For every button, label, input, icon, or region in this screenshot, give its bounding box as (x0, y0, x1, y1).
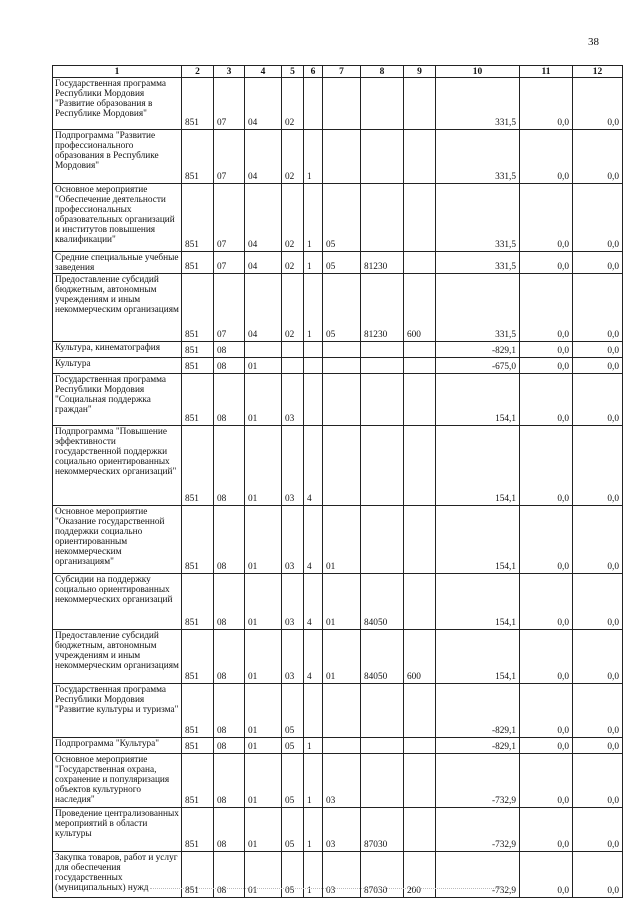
row-cell-c4: 01 (245, 374, 282, 426)
row-cell-c8 (361, 738, 404, 754)
row-cell-c10: 331,5 (436, 274, 520, 342)
row-cell-c5 (282, 358, 304, 374)
row-cell-c2: 851 (182, 630, 214, 684)
row-cell-c11: 0,0 (520, 630, 573, 684)
row-cell-c5 (282, 342, 304, 358)
row-cell-c3: 08 (214, 754, 245, 808)
row-name-cell: Средние специальные учебные заведения (53, 252, 182, 274)
row-cell-c4: 01 (245, 754, 282, 808)
header-cell: 9 (404, 66, 436, 78)
row-cell-c3: 08 (214, 684, 245, 738)
row-cell-c7 (323, 738, 361, 754)
row-cell-c6 (304, 374, 323, 426)
row-cell-c7 (323, 130, 361, 184)
row-cell-c11: 0,0 (520, 506, 573, 574)
row-name-cell: Подпрограмма "Развитие профессионального образования в Республике Мордовия" (53, 130, 182, 184)
row-cell-c10: -732,9 (436, 754, 520, 808)
row-cell-c4: 01 (245, 738, 282, 754)
table-row (53, 684, 623, 738)
row-cell-c10: 154,1 (436, 574, 520, 630)
row-cell-c2: 851 (182, 274, 214, 342)
row-cell-c5: 03 (282, 506, 304, 574)
row-cell-c6: 1 (304, 184, 323, 252)
row-cell-c2: 851 (182, 374, 214, 426)
row-name-cell: Государственная программа Республики Мордовия "Развитие образования в Республике Мордовия" (53, 78, 182, 130)
row-cell-c12: 0,0 (573, 808, 623, 852)
row-cell-c12: 0,0 (573, 684, 623, 738)
row-cell-c9 (404, 252, 436, 274)
table-row (53, 358, 623, 374)
row-cell-c9 (404, 130, 436, 184)
header-row (53, 66, 623, 78)
row-cell-c12: 0,0 (573, 738, 623, 754)
row-cell-c8 (361, 184, 404, 252)
row-cell-c8 (361, 426, 404, 506)
row-cell-c12: 0,0 (573, 252, 623, 274)
row-cell-c3: 08 (214, 358, 245, 374)
row-cell-c3: 08 (214, 738, 245, 754)
row-name-cell: Закупка товаров, работ и услуг для обеспечения государственных (муниципальных) нужд (53, 852, 182, 898)
row-cell-c12: 0,0 (573, 574, 623, 630)
row-cell-c8 (361, 374, 404, 426)
row-cell-c4: 01 (245, 426, 282, 506)
row-cell-c4: 01 (245, 808, 282, 852)
row-cell-c9 (404, 808, 436, 852)
row-cell-c9 (404, 184, 436, 252)
row-cell-c8: 84050 (361, 630, 404, 684)
row-name-cell: Культура (53, 358, 182, 374)
row-cell-c2: 851 (182, 852, 214, 898)
row-cell-c5: 05 (282, 738, 304, 754)
row-cell-c8: 87030 (361, 852, 404, 898)
row-cell-c4: 01 (245, 630, 282, 684)
row-cell-c4: 04 (245, 184, 282, 252)
row-cell-c3: 08 (214, 426, 245, 506)
row-cell-c9 (404, 358, 436, 374)
row-cell-c6: 1 (304, 808, 323, 852)
table-row (53, 852, 623, 898)
table-row (53, 342, 623, 358)
row-name-cell: Предоставление субсидий бюджетным, автономным учреждениям и иным некоммерческим организациям (53, 630, 182, 684)
header-cell: 6 (304, 66, 323, 78)
row-cell-c4: 04 (245, 130, 282, 184)
row-cell-c3: 07 (214, 252, 245, 274)
row-cell-c4 (245, 342, 282, 358)
row-cell-c10: 154,1 (436, 506, 520, 574)
row-cell-c6: 1 (304, 738, 323, 754)
row-cell-c12: 0,0 (573, 78, 623, 130)
scan-artifact-line (150, 888, 510, 889)
row-cell-c7: 05 (323, 274, 361, 342)
header-cell: 10 (436, 66, 520, 78)
row-cell-c10: 154,1 (436, 374, 520, 426)
row-cell-c10: 331,5 (436, 78, 520, 130)
row-cell-c5: 02 (282, 252, 304, 274)
row-cell-c10: 154,1 (436, 426, 520, 506)
row-cell-c9 (404, 574, 436, 630)
row-cell-c8 (361, 506, 404, 574)
row-cell-c6 (304, 78, 323, 130)
row-cell-c11: 0,0 (520, 130, 573, 184)
row-name-cell: Основное мероприятие "Обеспечение деятельности профессиональных образовательных организаций и институтов повышения квалификации" (53, 184, 182, 252)
row-cell-c3: 08 (214, 808, 245, 852)
row-name-cell: Основное мероприятие "Государственная охрана, сохранение и популяризация объектов культурного наследия" (53, 754, 182, 808)
row-cell-c12: 0,0 (573, 130, 623, 184)
row-cell-c9 (404, 78, 436, 130)
row-cell-c6: 1 (304, 252, 323, 274)
row-cell-c4: 01 (245, 574, 282, 630)
row-cell-c7 (323, 78, 361, 130)
row-name-cell: Подпрограмма "Повышение эффективности государственной поддержки социально ориентированных некоммерческих организаций" (53, 426, 182, 506)
row-cell-c11: 0,0 (520, 184, 573, 252)
table-row (53, 630, 623, 684)
budget-table (52, 65, 623, 898)
row-cell-c5: 03 (282, 426, 304, 506)
row-cell-c6: 4 (304, 574, 323, 630)
row-cell-c12: 0,0 (573, 374, 623, 426)
header-cell: 11 (520, 66, 573, 78)
table-row (53, 252, 623, 274)
header-cell: 1 (53, 66, 182, 78)
row-cell-c4: 04 (245, 274, 282, 342)
row-cell-c7 (323, 358, 361, 374)
table-row (53, 274, 623, 342)
row-cell-c10: -732,9 (436, 808, 520, 852)
row-cell-c8 (361, 358, 404, 374)
row-cell-c6: 4 (304, 506, 323, 574)
row-cell-c10: 331,5 (436, 184, 520, 252)
row-cell-c6: 1 (304, 754, 323, 808)
row-cell-c3: 08 (214, 630, 245, 684)
row-cell-c6: 1 (304, 274, 323, 342)
row-name-cell: Культура, кинематография (53, 342, 182, 358)
row-cell-c8 (361, 754, 404, 808)
row-cell-c2: 851 (182, 738, 214, 754)
table-row (53, 738, 623, 754)
row-cell-c9 (404, 738, 436, 754)
row-cell-c10: 154,1 (436, 630, 520, 684)
header-cell: 3 (214, 66, 245, 78)
row-cell-c2: 851 (182, 754, 214, 808)
row-cell-c5: 02 (282, 78, 304, 130)
row-cell-c6 (304, 358, 323, 374)
row-cell-c7: 01 (323, 630, 361, 684)
row-cell-c11: 0,0 (520, 274, 573, 342)
row-cell-c2: 851 (182, 574, 214, 630)
row-cell-c2: 851 (182, 78, 214, 130)
row-cell-c6: 4 (304, 630, 323, 684)
table-row (53, 374, 623, 426)
row-cell-c7: 05 (323, 184, 361, 252)
page-number: 38 (588, 36, 599, 48)
row-cell-c10: -732,9 (436, 852, 520, 898)
row-name-cell: Государственная программа Республики Мордовия "Социальная поддержка граждан" (53, 374, 182, 426)
row-cell-c9 (404, 684, 436, 738)
row-cell-c5: 02 (282, 274, 304, 342)
row-cell-c5: 02 (282, 184, 304, 252)
row-cell-c8 (361, 78, 404, 130)
table-row (53, 426, 623, 506)
row-cell-c6 (304, 342, 323, 358)
row-cell-c7: 03 (323, 808, 361, 852)
row-cell-c8 (361, 342, 404, 358)
row-cell-c4: 01 (245, 852, 282, 898)
header-cell: 2 (182, 66, 214, 78)
row-cell-c7: 01 (323, 506, 361, 574)
row-cell-c12: 0,0 (573, 274, 623, 342)
row-cell-c10: -829,1 (436, 738, 520, 754)
row-cell-c11: 0,0 (520, 358, 573, 374)
row-cell-c8: 81230 (361, 274, 404, 342)
row-cell-c2: 851 (182, 252, 214, 274)
row-cell-c11: 0,0 (520, 754, 573, 808)
row-cell-c12: 0,0 (573, 358, 623, 374)
row-cell-c6: 4 (304, 426, 323, 506)
row-cell-c8: 84050 (361, 574, 404, 630)
row-cell-c5: 02 (282, 130, 304, 184)
row-cell-c9: 600 (404, 630, 436, 684)
row-cell-c11: 0,0 (520, 808, 573, 852)
row-cell-c12: 0,0 (573, 754, 623, 808)
row-cell-c8: 81230 (361, 252, 404, 274)
row-cell-c6: 1 (304, 130, 323, 184)
row-cell-c7 (323, 374, 361, 426)
table-row (53, 574, 623, 630)
row-cell-c2: 851 (182, 506, 214, 574)
row-cell-c10: -675,0 (436, 358, 520, 374)
row-cell-c2: 851 (182, 130, 214, 184)
row-cell-c3: 07 (214, 78, 245, 130)
row-cell-c2: 851 (182, 684, 214, 738)
row-cell-c3: 08 (214, 852, 245, 898)
row-cell-c5: 03 (282, 574, 304, 630)
row-cell-c9 (404, 426, 436, 506)
row-cell-c5: 05 (282, 684, 304, 738)
header-cell: 7 (323, 66, 361, 78)
row-name-cell: Основное мероприятие "Оказание государственной поддержки социально ориентированным некоммерческим организациям" (53, 506, 182, 574)
row-cell-c8 (361, 684, 404, 738)
row-cell-c7: 03 (323, 852, 361, 898)
row-cell-c9 (404, 506, 436, 574)
row-cell-c6 (304, 684, 323, 738)
row-cell-c2: 851 (182, 184, 214, 252)
row-cell-c5: 05 (282, 808, 304, 852)
row-cell-c11: 0,0 (520, 426, 573, 506)
row-name-cell: Предоставление субсидий бюджетным, автономным учреждениям и иным некоммерческим организациям (53, 274, 182, 342)
row-cell-c10: 331,5 (436, 252, 520, 274)
row-name-cell: Подпрограмма "Культура" (53, 738, 182, 754)
row-cell-c3: 08 (214, 374, 245, 426)
row-cell-c10: 331,5 (436, 130, 520, 184)
row-cell-c11: 0,0 (520, 738, 573, 754)
row-cell-c4: 01 (245, 506, 282, 574)
row-cell-c9 (404, 374, 436, 426)
row-cell-c9 (404, 342, 436, 358)
row-cell-c11: 0,0 (520, 852, 573, 898)
row-cell-c2: 851 (182, 358, 214, 374)
row-cell-c12: 0,0 (573, 506, 623, 574)
row-cell-c2: 851 (182, 342, 214, 358)
row-cell-c2: 851 (182, 426, 214, 506)
row-cell-c11: 0,0 (520, 342, 573, 358)
row-cell-c11: 0,0 (520, 684, 573, 738)
row-cell-c5: 03 (282, 374, 304, 426)
row-cell-c11: 0,0 (520, 374, 573, 426)
row-cell-c3: 07 (214, 130, 245, 184)
row-cell-c11: 0,0 (520, 574, 573, 630)
row-cell-c3: 07 (214, 184, 245, 252)
row-cell-c7 (323, 684, 361, 738)
row-cell-c6: 1 (304, 852, 323, 898)
row-cell-c12: 0,0 (573, 342, 623, 358)
row-cell-c3: 08 (214, 342, 245, 358)
row-cell-c7: 05 (323, 252, 361, 274)
row-cell-c8 (361, 130, 404, 184)
row-name-cell: Проведение централизованных мероприятий в области культуры (53, 808, 182, 852)
row-cell-c10: -829,1 (436, 342, 520, 358)
header-cell: 4 (245, 66, 282, 78)
row-cell-c2: 851 (182, 808, 214, 852)
row-cell-c5: 05 (282, 754, 304, 808)
row-cell-c4: 01 (245, 684, 282, 738)
row-cell-c8: 87030 (361, 808, 404, 852)
header-cell: 8 (361, 66, 404, 78)
row-cell-c5: 03 (282, 630, 304, 684)
row-cell-c12: 0,0 (573, 630, 623, 684)
row-cell-c3: 07 (214, 274, 245, 342)
row-cell-c3: 08 (214, 574, 245, 630)
row-cell-c9: 200 (404, 852, 436, 898)
row-cell-c12: 0,0 (573, 852, 623, 898)
row-cell-c12: 0,0 (573, 426, 623, 506)
row-cell-c11: 0,0 (520, 252, 573, 274)
row-cell-c9 (404, 754, 436, 808)
row-cell-c11: 0,0 (520, 78, 573, 130)
row-cell-c7: 03 (323, 754, 361, 808)
row-name-cell: Субсидии на поддержку социально ориентированных некоммерческих организаций (53, 574, 182, 630)
header-cell: 12 (573, 66, 623, 78)
table-row (53, 78, 623, 130)
header-cell: 5 (282, 66, 304, 78)
row-cell-c4: 04 (245, 252, 282, 274)
row-cell-c9: 600 (404, 274, 436, 342)
table-row (53, 808, 623, 852)
row-cell-c5: 05 (282, 852, 304, 898)
row-cell-c7 (323, 426, 361, 506)
row-cell-c12: 0,0 (573, 184, 623, 252)
table-row (53, 184, 623, 252)
row-cell-c7: 01 (323, 574, 361, 630)
table-row (53, 130, 623, 184)
table-row (53, 754, 623, 808)
row-cell-c7 (323, 342, 361, 358)
table-row (53, 506, 623, 574)
row-cell-c10: -829,1 (436, 684, 520, 738)
row-name-cell: Государственная программа Республики Мордовия "Развитие культуры и туризма" (53, 684, 182, 738)
row-cell-c4: 04 (245, 78, 282, 130)
row-cell-c3: 08 (214, 506, 245, 574)
row-cell-c4: 01 (245, 358, 282, 374)
